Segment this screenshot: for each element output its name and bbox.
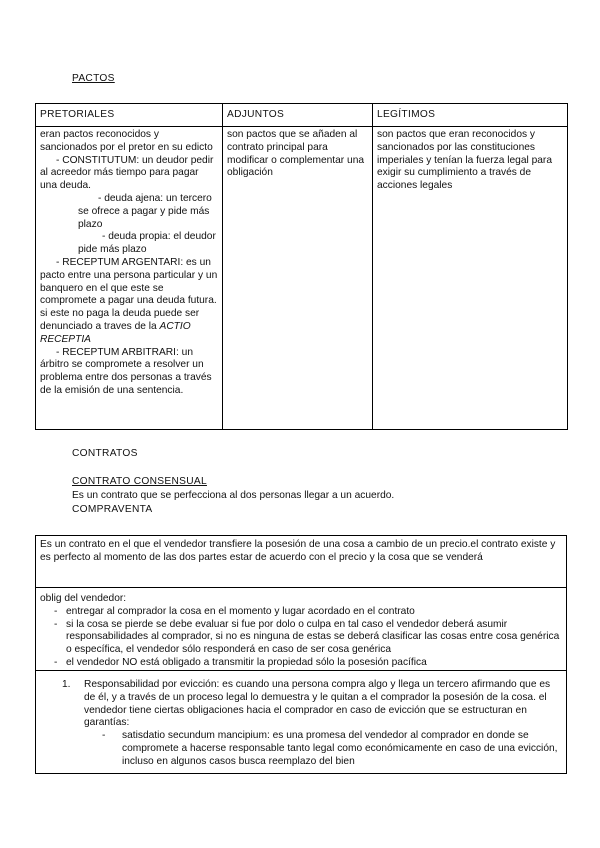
- constitutum: - CONSTITUTUM: un deudor pedir al acreedor más tiempo para pagar una deuda.: [40, 154, 214, 192]
- receptum-argentari-block: [40, 257, 218, 347]
- garantia-item: - satisdatio secundum mancipium: es una promesa del vendedor al comprador en donde se compromete a hacerse responsable tanto legal como económicamente en caso de una evicción, incluso en algunos casos busca reemplazo del bien: [40, 730, 562, 768]
- deuda-ajena: - deuda ajena: un tercero se ofrece a pagar y pide más plazo: [78, 192, 212, 230]
- compraventa-definition: Es un contrato en el que el vendedor transfiere la posesión de una cosa a cambio de un precio.el contrato existe y es perfecto al momento de las dos partes estar de acuerdo con el precio y la cosa que se venderá: [40, 539, 556, 563]
- obligacion-item: - el vendedor NO está obligado a transmitir la propiedad sólo la posesión pacífica: [40, 657, 562, 670]
- consensual-title: CONTRATO CONSENSUAL: [72, 476, 207, 487]
- cell-adjuntos: son pactos que se añaden al contrato principal para modificar o complementar una obligación: [223, 127, 373, 430]
- pactos-table: [35, 103, 568, 430]
- cell-pretoriales: [36, 127, 223, 430]
- compraventa-definition-box: [35, 535, 567, 588]
- eviccion-number: 1.: [62, 679, 71, 690]
- compraventa-title: COMPRAVENTA: [72, 504, 153, 515]
- obligacion-item: - entregar al comprador la cosa en el momento y lugar acordado en el contrato: [40, 606, 562, 619]
- cell-legitimos: son pactos que eran reconocidos y sancionados por las constituciones imperiales y tenían la fuerza legal para exigir su cumplimiento a través de acciones legales: [373, 127, 568, 430]
- garantias-list: [84, 730, 562, 768]
- eviccion-box: [35, 670, 567, 774]
- header-adjuntos: ADJUNTOS: [223, 104, 373, 127]
- contratos-title: CONTRATOS: [72, 448, 138, 459]
- pretoriales-intro: eran pactos reconocidos y sancionados por el pretor en su edicto: [40, 129, 213, 153]
- obligacion-item: - si la cosa se pierde se debe evaluar si fue por dolo o culpa en tal caso el vendedor deberá asumir responsabilidades al comprador, si no es ninguna de estas se deberá clasificar las cosas entre cosa genérica o específica, el vendedor sólo responderá en caso de ser cosa genérica: [40, 619, 562, 657]
- header-pretoriales: PRETORIALES: [36, 104, 223, 127]
- pactos-title: PACTOS: [72, 73, 115, 84]
- deuda-propia: - deuda propia: el deudor pide más plazo: [78, 231, 216, 256]
- eviccion-item: [40, 679, 562, 769]
- receptum-argentari: - RECEPTUM ARGENTARI: es un pacto entre una persona particular y un banquero en el que este se compromete a pagar una deuda futura. si este no paga la deuda puede ser denunciado a traves de la: [40, 256, 218, 332]
- receptum-arbitrari: - RECEPTUM ARBITRARI: un árbitro se compromete a resolver un problema entre dos personas a través de la emisión de una sentencia.: [40, 346, 212, 396]
- actio-receptia: ACTIO RECEPTIA: [40, 320, 191, 345]
- eviccion-text: Responsabilidad por evicción: es cuando una persona compra algo y llega un tercero afirmando que es de él, y a través de un proceso legal lo demuestra y le quitan a el comprador la posesión de la cosa. el vendedor tiene ciertas obligaciones hacia el comprador en caso de evicción que se estructuran en garantías:: [84, 679, 551, 729]
- obligaciones-vendedor-box: [35, 587, 567, 671]
- obligaciones-list: [40, 606, 562, 670]
- eviccion-list: [40, 679, 562, 769]
- obligaciones-heading: oblig del vendedor:: [40, 593, 127, 604]
- consensual-definition: Es un contrato que se perfecciona al dos personas llegar a un acuerdo.: [72, 490, 395, 501]
- header-legitimos: LEGÍTIMOS: [373, 104, 568, 127]
